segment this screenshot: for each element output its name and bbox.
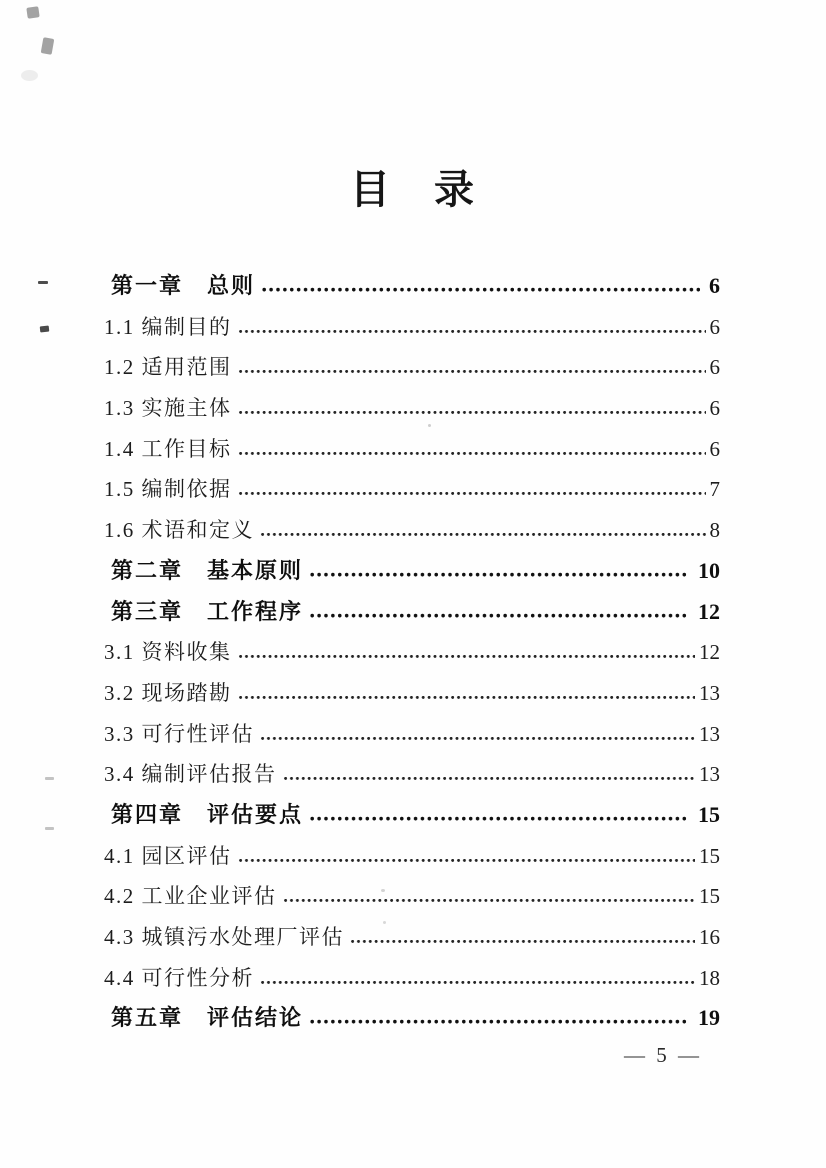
dot-leader	[283, 898, 696, 903]
toc-entry-label: 1.2 适用范围	[104, 355, 232, 380]
toc-entry	[104, 998, 720, 1039]
toc-entry	[104, 592, 720, 633]
toc-entry-label: 1.4 工作目标	[104, 436, 232, 461]
toc-entry-label: 第五章 评估结论	[111, 1005, 304, 1031]
toc-entry-label: 4.4 可行性分析	[104, 965, 254, 990]
toc-entry	[104, 836, 720, 877]
toc-entry	[104, 429, 720, 470]
toc-entry-label: 第二章 基本原则	[111, 557, 304, 583]
toc-entry-page: 6	[709, 355, 720, 380]
dot-leader	[260, 980, 695, 985]
scan-artifact-smudge	[21, 70, 38, 81]
scan-artifact-corner-mark	[41, 37, 55, 55]
dot-leader	[309, 613, 689, 619]
dot-leader	[238, 491, 706, 496]
toc-entry-page: 19	[698, 1005, 720, 1031]
footer-page-number: — 5 —	[624, 1043, 702, 1067]
scan-artifact-corner-mark	[26, 6, 39, 19]
dot-leader	[238, 858, 696, 863]
toc-entry-page: 7	[709, 477, 720, 502]
scan-artifact-margin-dash	[38, 281, 48, 284]
dot-leader	[238, 369, 706, 374]
dot-leader	[238, 329, 706, 334]
toc-entry	[104, 347, 720, 388]
toc-entry	[104, 754, 720, 795]
toc-entry	[104, 714, 720, 755]
toc-entry-page: 13	[699, 721, 720, 746]
toc-entry	[104, 469, 720, 510]
toc-entry-page: 15	[698, 801, 720, 827]
toc-entry-page: 13	[699, 680, 720, 705]
scan-artifact-margin-dash	[45, 777, 54, 780]
toc-entry	[104, 958, 720, 999]
toc-entry	[104, 917, 720, 958]
toc-entry-label: 1.3 实施主体	[104, 396, 232, 421]
toc-entry-page: 13	[699, 762, 720, 787]
dot-leader	[261, 287, 700, 293]
dot-leader	[238, 695, 696, 700]
toc-entry-label: 1.6 术语和定义	[104, 518, 254, 543]
toc-entry-page: 8	[709, 518, 720, 543]
page-title: 目 录	[350, 167, 476, 212]
toc-entry	[104, 388, 720, 429]
toc-entry-label: 4.1 园区评估	[104, 843, 232, 868]
table-of-contents	[104, 266, 720, 1039]
toc-entry-page: 6	[709, 396, 720, 421]
toc-entry-label: 4.3 城镇污水处理厂评估	[104, 925, 344, 949]
toc-entry-page: 16	[699, 925, 720, 949]
scan-artifact-margin-dash	[45, 827, 54, 830]
toc-entry-page: 12	[699, 640, 720, 665]
scan-artifact-margin-dash	[40, 326, 50, 333]
toc-entry-label: 3.4 编制评估报告	[104, 762, 277, 787]
toc-entry	[104, 510, 720, 551]
toc-entry-page: 12	[698, 598, 720, 624]
dot-leader	[309, 572, 689, 578]
toc-entry	[104, 876, 720, 917]
toc-entry-label: 4.2 工业企业评估	[104, 884, 277, 909]
toc-entry-page: 6	[709, 436, 720, 461]
dot-leader	[309, 1019, 689, 1025]
toc-entry-label: 第三章 工作程序	[111, 598, 304, 624]
toc-entry-page: 10	[698, 557, 720, 583]
toc-entry	[104, 673, 720, 714]
toc-entry	[104, 795, 720, 836]
toc-entry-label: 1.5 编制依据	[104, 477, 232, 502]
toc-entry-label: 3.2 现场踏勘	[104, 680, 232, 705]
dot-leader	[238, 451, 706, 456]
dot-leader	[309, 816, 689, 822]
dot-leader	[260, 532, 706, 537]
toc-entry	[104, 266, 720, 307]
toc-entry-label: 第一章 总则	[111, 273, 256, 298]
toc-entry-page: 15	[699, 884, 720, 909]
toc-entry-page: 6	[709, 314, 720, 339]
toc-entry-page: 18	[699, 965, 720, 990]
toc-entry	[104, 551, 720, 592]
toc-entry-label: 3.3 可行性评估	[104, 721, 254, 746]
toc-entry	[104, 632, 720, 673]
toc-entry-page: 15	[699, 843, 720, 868]
dot-leader	[283, 776, 696, 781]
toc-entry-label: 3.1 资料收集	[104, 640, 232, 665]
dot-leader	[238, 410, 706, 415]
dot-leader	[350, 939, 695, 944]
toc-entry-label: 1.1 编制目的	[104, 314, 232, 339]
toc-entry-label: 第四章 评估要点	[111, 801, 304, 827]
toc-entry-page: 6	[709, 273, 720, 298]
dot-leader	[260, 736, 695, 741]
dot-leader	[238, 654, 696, 659]
toc-entry	[104, 307, 720, 348]
